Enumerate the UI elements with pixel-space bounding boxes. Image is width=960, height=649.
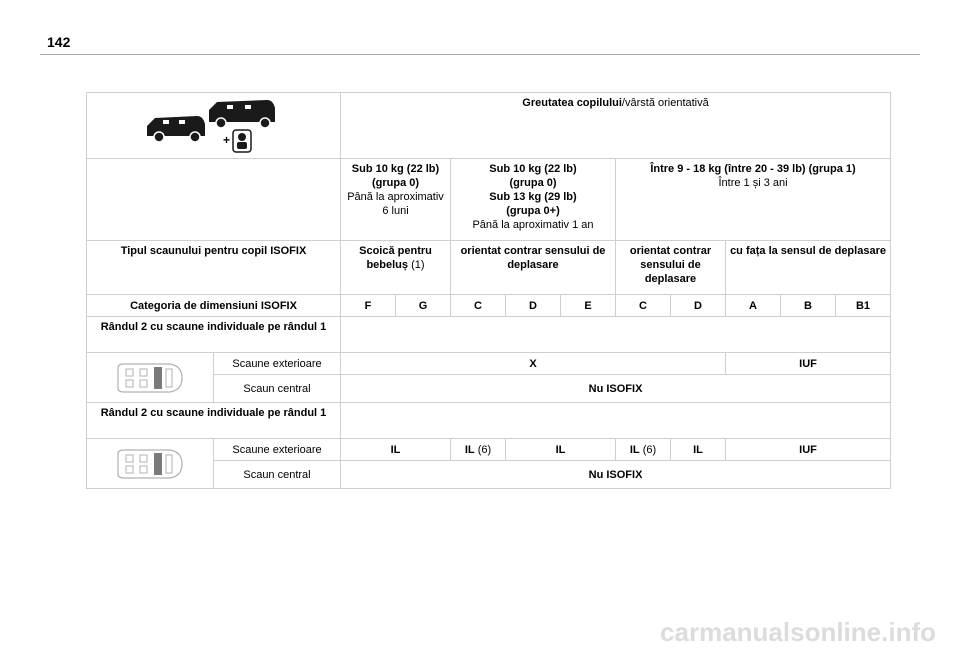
section2-empty <box>341 403 891 439</box>
seat-layout-icon <box>114 446 186 482</box>
rear-facing-cell-2: orientat contrar sensului de deplasare <box>616 241 726 295</box>
empty-cell <box>87 159 341 241</box>
seat-layout-cell <box>87 439 214 489</box>
section2-title: Rândul 2 cu scaune individuale pe rândul 1 <box>87 403 341 439</box>
forward-facing-cell: cu fața la sensul de deplasare <box>726 241 891 295</box>
size-class-value: D <box>506 295 561 317</box>
outer-seats-label: Scaune exterioare <box>214 353 341 375</box>
outer-seat-value: IL <box>671 439 726 461</box>
group1-cell: Între 9 - 18 kg (între 20 - 39 lb) (grupa 1) Între 1 și 3 ani <box>616 159 891 241</box>
size-class-value: C <box>616 295 671 317</box>
carrycot-cell: Scoică pentru bebeluș (1) <box>341 241 451 295</box>
seat-layout-cell <box>87 353 214 403</box>
seat-type-label: Tipul scaunului pentru copil ISOFIX <box>87 241 341 295</box>
section1-empty <box>341 317 891 353</box>
group0-cell: Sub 10 kg (22 lb) (grupa 0) Până la aproximativ 6 luni <box>341 159 451 241</box>
watermark: carmanualsonline.info <box>660 617 936 647</box>
central-seat-label: Scaun central <box>214 461 341 489</box>
size-class-value: B <box>781 295 836 317</box>
page-number: 142 <box>47 34 71 50</box>
vehicle-icons-cell <box>87 93 341 159</box>
outer-seat-value: IL (6) <box>451 439 506 461</box>
outer-seat-value: IUF <box>726 439 891 461</box>
outer-seats-label: Scaune exterioare <box>214 439 341 461</box>
outer-seat-value: IL <box>341 439 451 461</box>
header-rule <box>40 54 920 55</box>
outer-seat-value: IL (6) <box>616 439 671 461</box>
size-class-value: A <box>726 295 781 317</box>
vans-with-child-icon <box>139 96 289 156</box>
outer-seats-x: X <box>341 353 726 375</box>
size-class-value: D <box>671 295 726 317</box>
size-class-value: C <box>451 295 506 317</box>
central-seat-label: Scaun central <box>214 375 341 403</box>
size-class-value: G <box>396 295 451 317</box>
size-class-value: B1 <box>836 295 891 317</box>
section1-title: Rândul 2 cu scaune individuale pe rândul 1 <box>87 317 341 353</box>
weight-header: Greutatea copilului/vârstă orientativă <box>341 93 891 159</box>
svg-text:+: + <box>222 132 230 147</box>
size-class-label: Categoria de dimensiuni ISOFIX <box>87 295 341 317</box>
size-class-value: F <box>341 295 396 317</box>
outer-seat-value: IL <box>506 439 616 461</box>
central-seat-value: Nu ISOFIX <box>341 461 891 489</box>
seat-layout-icon <box>114 360 186 396</box>
rear-facing-cell: orientat contrar sensului de deplasare <box>451 241 616 295</box>
isofix-table <box>86 92 891 489</box>
outer-seats-iuf: IUF <box>726 353 891 375</box>
central-seat-value: Nu ISOFIX <box>341 375 891 403</box>
size-class-value: E <box>561 295 616 317</box>
group0plus-cell: Sub 10 kg (22 lb) (grupa 0) Sub 13 kg (29 lb) (grupa 0+) Până la aproximativ 1 an <box>451 159 616 241</box>
